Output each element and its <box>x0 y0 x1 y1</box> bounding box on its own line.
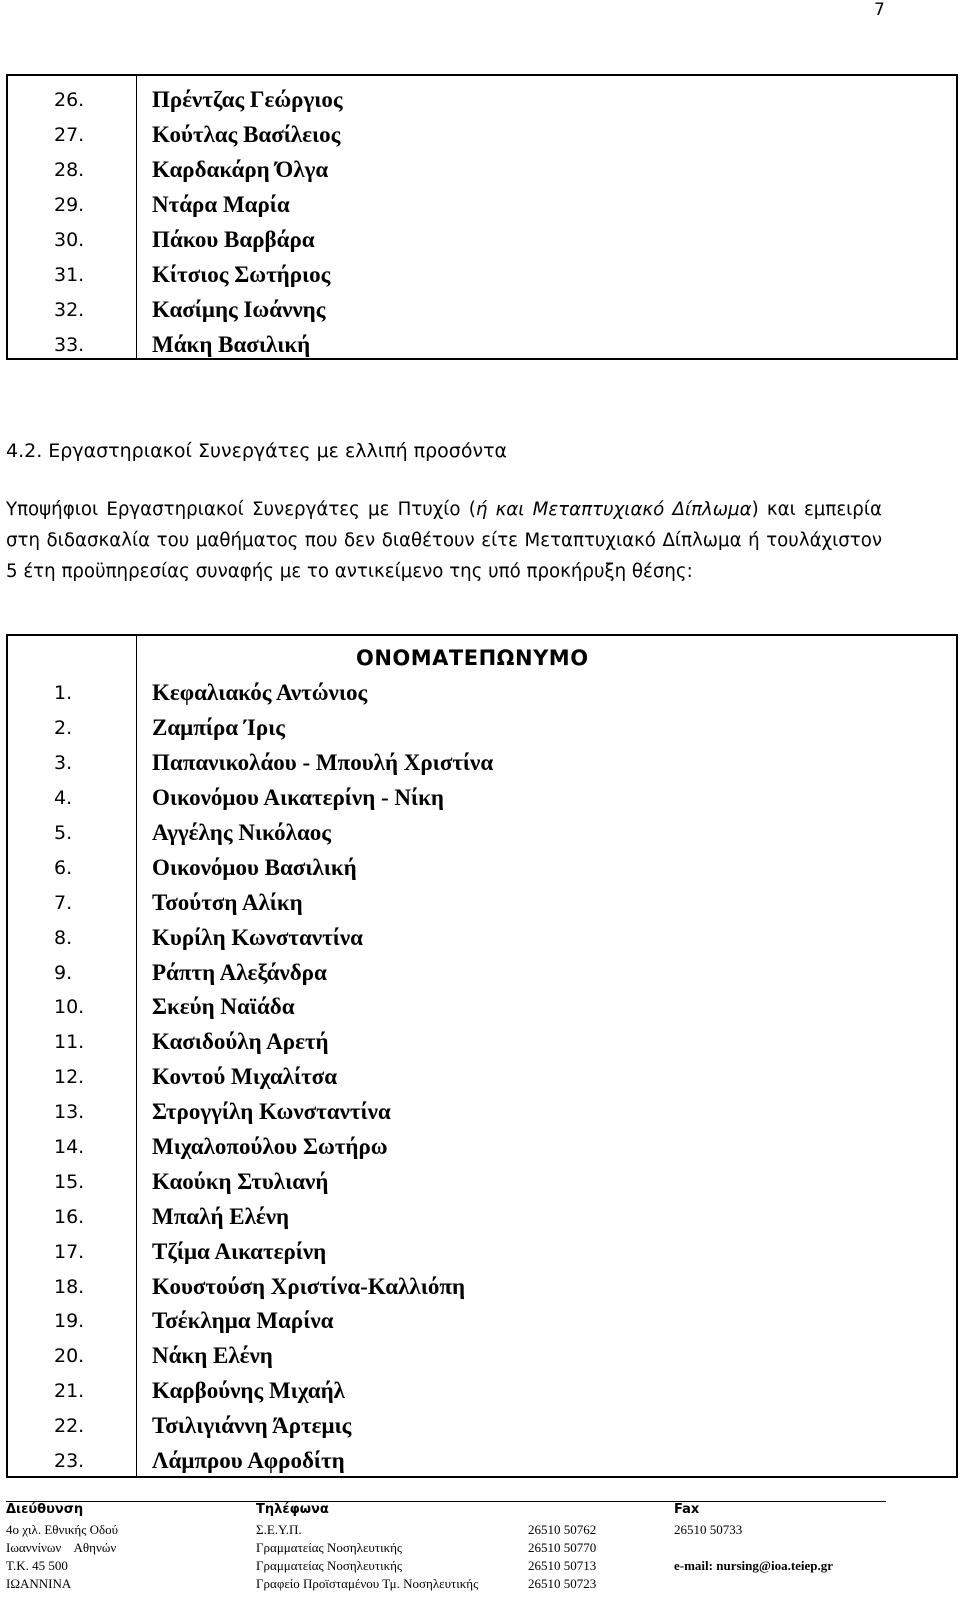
row-number: 2. <box>54 717 73 740</box>
table-row <box>8 1444 956 1479</box>
table-row <box>8 1060 956 1095</box>
page-number: 7 <box>874 0 885 20</box>
column-divider <box>136 76 137 358</box>
table-row <box>8 816 956 851</box>
row-number: 7. <box>54 891 73 914</box>
table-row <box>8 781 956 816</box>
row-number: 5. <box>54 822 73 844</box>
footer-phone-label: Γραφείο Προϊσταμένου Τμ. Νοσηλευτικής <box>256 1576 479 1591</box>
row-number: 19. <box>54 1310 85 1333</box>
row-number: 4. <box>54 787 73 810</box>
row-number: 33. <box>54 333 85 356</box>
table-header-row <box>8 640 956 676</box>
section-heading: 4.2. Εργαστηριακοί Συνεργάτες με ελλιπή προσόντα <box>6 440 508 462</box>
row-number: 15. <box>54 1170 85 1193</box>
table-row <box>8 711 956 746</box>
row-fullname: Πρέντζας Γεώργιος <box>152 86 343 112</box>
column-header-fullname: ΟΝΟΜΑΤΕΠΩΝΥΜΟ <box>356 646 589 670</box>
footer-fax-number: 26510 50733 <box>674 1522 743 1537</box>
footer-divider <box>6 1501 886 1502</box>
row-number: 8. <box>54 926 73 949</box>
footer-phones-label: Τηλέφωνα <box>256 1502 329 1517</box>
row-fullname: Πάκου Βαρβάρα <box>152 226 315 252</box>
row-fullname: Ράπτη Αλεξάνδρα <box>152 959 327 985</box>
description-text-italic: ή και Μεταπτυχιακό Δίπλωμα <box>475 499 752 520</box>
table-row <box>8 1199 956 1234</box>
table-row <box>8 1025 956 1060</box>
row-fullname: Οικονόμου Αικατερίνη - Νίκη <box>152 785 444 811</box>
footer-address-label: Διεύθυνση <box>6 1502 84 1517</box>
row-number: 1. <box>54 682 73 705</box>
table-row <box>8 920 956 955</box>
row-fullname: Ντάρα Μαρία <box>152 191 290 217</box>
footer-address-line: Τ.Κ. 45 500 <box>6 1558 68 1573</box>
table-row <box>8 1304 956 1339</box>
table-row <box>8 1269 956 1304</box>
row-fullname: Κεφαλιακός Αντώνιος <box>152 680 368 706</box>
row-number: 31. <box>54 263 85 286</box>
row-fullname: Λάμπρου Αφροδίτη <box>152 1448 345 1474</box>
table-row <box>8 676 956 711</box>
table-row <box>8 990 956 1025</box>
table-row <box>8 1095 956 1130</box>
footer-fax-label: Fax <box>674 1502 700 1517</box>
footer-phone-label: Γραμματείας Νοσηλευτικής <box>256 1558 403 1573</box>
table-row <box>8 117 956 152</box>
row-fullname: Κούτλας Βασίλειος <box>152 121 341 147</box>
row-fullname: Κίτσιος Σωτήριος <box>152 261 331 287</box>
row-number: 32. <box>54 298 85 321</box>
row-fullname: Τσιλιγιάννη Άρτεμις <box>152 1413 352 1439</box>
names-table <box>6 634 958 1478</box>
footer-address-line: Ιωαννίνων Αθηνών <box>6 1540 117 1555</box>
row-fullname: Κυρίλη Κωνσταντίνα <box>152 924 363 950</box>
table-row <box>8 885 956 920</box>
row-fullname: Στρογγίλη Κωνσταντίνα <box>152 1099 391 1125</box>
footer-email[interactable]: e-mail: nursing@ioa.teiep.gr <box>674 1558 834 1573</box>
footer-address-line: 4ο χιλ. Εθνικής Οδού <box>6 1522 119 1537</box>
table-row <box>8 746 956 781</box>
row-number: 21. <box>54 1380 85 1403</box>
row-fullname: Μιχαλοπούλου Σωτήρω <box>152 1134 388 1160</box>
column-divider <box>136 636 137 1476</box>
row-number: 10. <box>54 996 85 1019</box>
description-text-start: Υποψήφιοι Εργαστηριακοί Συνεργάτες με Πτυχίο ( <box>6 499 476 520</box>
row-number: 17. <box>54 1240 85 1263</box>
row-fullname: Κασιδούλη Αρετή <box>152 1029 329 1055</box>
row-fullname: Κοντού Μιχαλίτσα <box>152 1064 338 1090</box>
row-number: 28. <box>54 158 85 181</box>
table-row <box>8 955 956 990</box>
row-number: 13. <box>54 1101 85 1124</box>
row-fullname: Μπαλή Ελένη <box>152 1203 290 1229</box>
row-number: 29. <box>54 193 85 216</box>
row-fullname: Αγγέλης Νικόλαος <box>152 820 332 845</box>
table-row <box>8 82 956 117</box>
table-row <box>8 257 956 292</box>
row-fullname: Παπανικολάου - Μπουλή Χριστίνα <box>152 750 494 776</box>
table-row <box>8 850 956 885</box>
footer-phone-number: 26510 50762 <box>528 1522 597 1537</box>
footer-phone-number: 26510 50713 <box>528 1558 597 1573</box>
row-number: 27. <box>54 123 85 146</box>
table-row <box>8 1374 956 1409</box>
table-row <box>8 1339 956 1374</box>
row-number: 30. <box>54 228 85 251</box>
row-fullname: Καούκη Στυλιανή <box>152 1168 329 1194</box>
table-row <box>8 187 956 222</box>
table-row <box>8 1164 956 1199</box>
row-number: 16. <box>54 1205 85 1228</box>
row-fullname: Σκεύη Ναϊάδα <box>152 994 295 1020</box>
row-fullname: Κουστούση Χριστίνα-Καλλιόπη <box>152 1273 466 1299</box>
row-number: 6. <box>54 856 73 879</box>
footer-phone-number: 26510 50770 <box>528 1540 597 1555</box>
row-number: 11. <box>54 1031 85 1054</box>
row-fullname: Τσούτση Αλίκη <box>152 889 303 915</box>
table-row <box>8 327 956 362</box>
row-number: 22. <box>54 1415 85 1438</box>
names-table-continued <box>6 74 958 360</box>
row-number: 3. <box>54 752 73 775</box>
table-row <box>8 152 956 187</box>
footer-address-line: ΙΩΑΝΝΙΝΑ <box>6 1576 72 1591</box>
row-fullname: Οικονόμου Βασιλική <box>152 854 357 880</box>
row-fullname: Νάκη Ελένη <box>152 1343 273 1369</box>
row-number: 23. <box>54 1450 85 1473</box>
row-fullname: Καρδακάρη Όλγα <box>152 156 329 182</box>
section-description <box>6 494 882 587</box>
row-fullname: Ζαμπίρα Ίρις <box>152 715 285 741</box>
table-row <box>8 1234 956 1269</box>
footer-phone-label: Γραμματείας Νοσηλευτικής <box>256 1540 403 1555</box>
row-fullname: Τσέκλημα Μαρίνα <box>152 1308 334 1334</box>
footer-phone-label: Σ.Ε.Υ.Π. <box>256 1522 302 1537</box>
table-row <box>8 1409 956 1444</box>
row-fullname: Κασίμης Ιωάννης <box>152 296 326 322</box>
row-number: 20. <box>54 1345 85 1368</box>
description-text-end: ) και εμπειρία στη διδασκαλία του μαθήματος που δεν διαθέτουν είτε Μεταπτυχιακό Δίπλωμα ή τουλάχιστον 5 έτη προϋπηρεσίας συναφής με το αντικείμενο της υπό προκήρυξη θέσης: <box>6 499 882 582</box>
row-number: 9. <box>54 961 73 984</box>
table-row <box>8 1130 956 1165</box>
row-number: 18. <box>54 1275 85 1298</box>
row-fullname: Μάκη Βασιλική <box>152 331 311 357</box>
row-fullname: Τζίμα Αικατερίνη <box>152 1238 327 1264</box>
row-number: 14. <box>54 1136 85 1159</box>
row-number: 26. <box>54 88 85 111</box>
row-number: 12. <box>54 1066 85 1089</box>
table-row <box>8 292 956 327</box>
table-row <box>8 222 956 257</box>
footer-phone-number: 26510 50723 <box>528 1576 597 1591</box>
row-fullname: Καρβούνης Μιχαήλ <box>152 1378 345 1404</box>
